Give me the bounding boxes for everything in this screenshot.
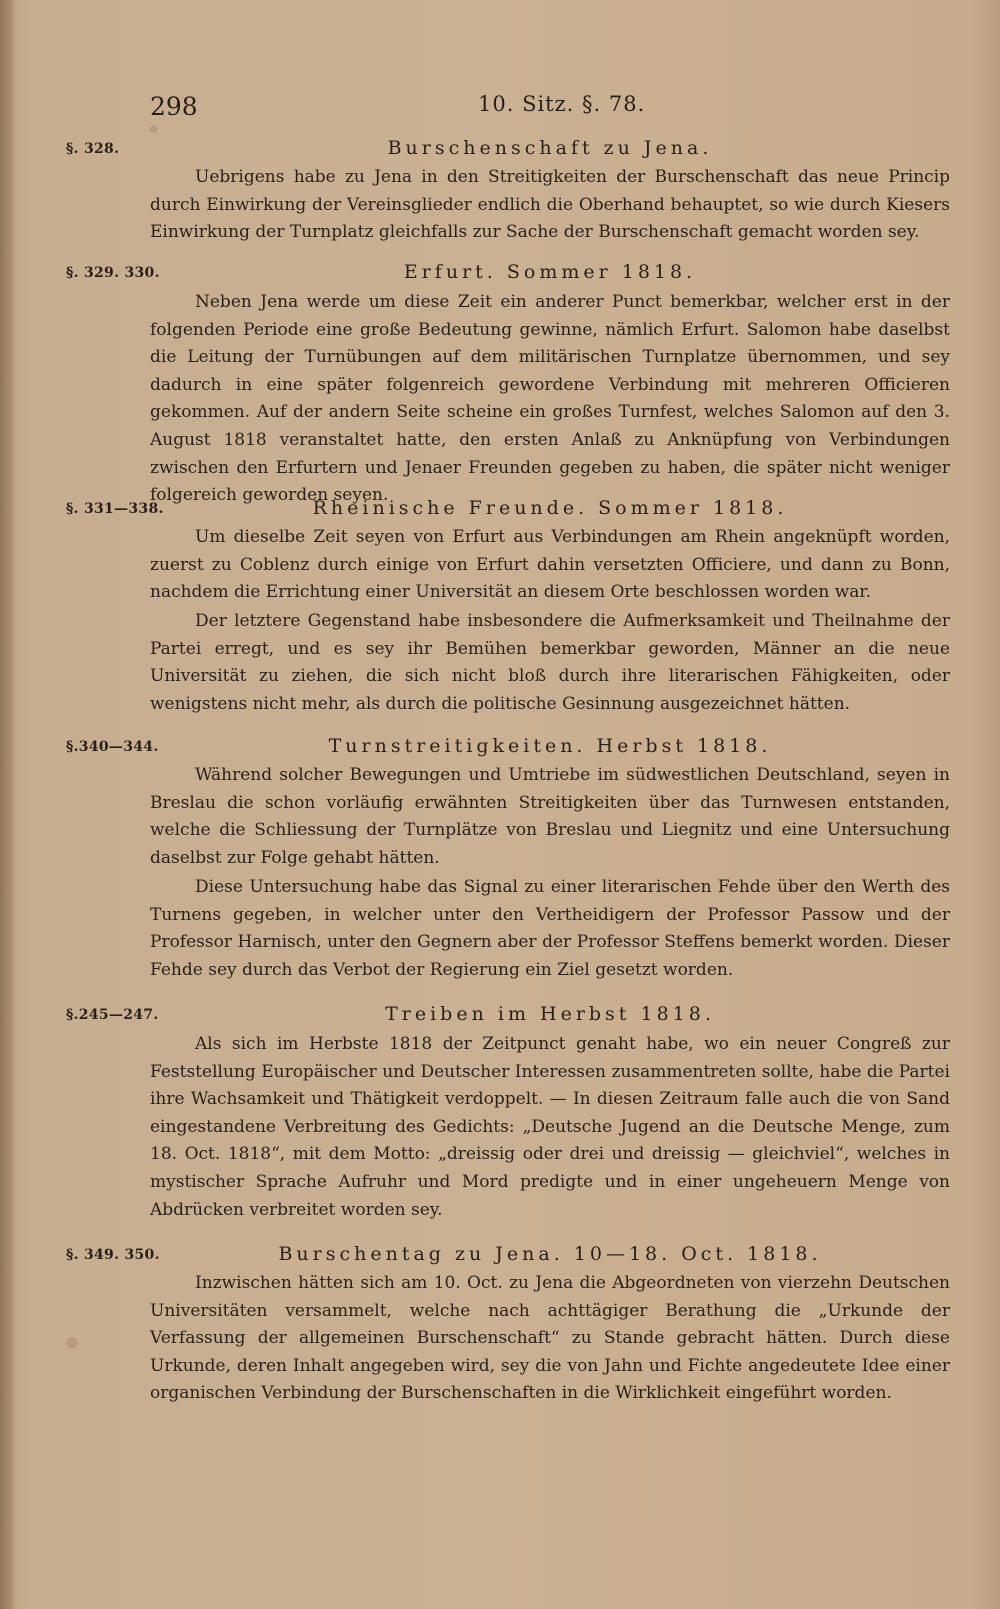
section-title: Turnstreitigkeiten. Herbst 1818.	[328, 735, 772, 757]
paragraph: Um dieselbe Zeit seyen von Erfurt aus Verbindungen am Rhein angeknüpft worden, zuerst zu Coblenz durch einige von Erfurt dahin versetzten Officiere, und dann zu Bonn, nachdem die Errichtung einer Universität an diesem Orte beschlossen worden war.	[150, 527, 950, 603]
section-reference: §.245—247.	[66, 1007, 159, 1023]
section-reference: §. 329. 330.	[66, 265, 160, 281]
page-binding-edge	[0, 0, 14, 1609]
paragraph: Neben Jena werde um diese Zeit ein anderer Punct bemerkbar, welcher erst in der folgenden Periode eine große Bedeutung gewinne, nämlich Erfurt. Salomon habe daselbst die Leitung der Turnübungen auf dem militärischen Turnplatze übernommen, und sey dadurch in eine später folgenreich gewordene Verbindung mit mehreren Officieren gekommen. Auf der andern Seite scheine ein großes Turnfest, welches Salomon auf den 3. August 1818 veranstaltet hatte, den ersten Anlaß zu Anknüpfung von Verbindungen zwischen den Erfurtern und Jenaer Freunden gegeben zu haben, die später nicht weniger folgereich geworden seyen.	[150, 292, 950, 506]
running-head: 10. Sitz. §. 78.	[478, 92, 646, 116]
section-reference: §.340—344.	[66, 739, 159, 755]
paragraph: Inzwischen hätten sich am 10. Oct. zu Jena die Abgeordneten von vierzehn Deutschen Universitäten versammelt, welche nach achttägiger Berathung die „Urkunde der Verfassung der allgemeinen Burschenschaft“ zu Stande gebracht hätten. Durch diese Urkunde, deren Inhalt angegeben wird, sey die von Jahn und Fichte angedeutete Idee einer organischen Verbindung der Burschenschaften in die Wirklichkeit eingeführt worden.	[150, 1273, 950, 1404]
section-title: Burschenschaft zu Jena.	[387, 137, 713, 159]
paragraph: Als sich im Herbste 1818 der Zeitpunct genaht habe, wo ein neuer Congreß zur Feststellung Europäischer und Deutscher Interessen zusammentreten sollte, habe die Partei ihre Wachsamkeit und Thätigkeit verdoppelt. — In diesen Zeitraum falle auch die von Sand eingestandene Verbreitung des Gedichts: „Deutsche Jugend an die Deutsche Menge, zum 18. Oct. 1818“, mit dem Motto: „dreissig oder drei und dreissig — gleichviel“, welches in mystischer Sprache Aufruhr und Mord predigte und in einer ungeheuern Menge von Abdrücken verbreitet worden sey.	[150, 1034, 950, 1220]
section-reference: §. 349. 350.	[66, 1247, 160, 1263]
page-number: 298	[150, 92, 198, 121]
section-reference: §. 331—338.	[66, 501, 164, 517]
section-reference: §. 328.	[66, 141, 120, 157]
section-title: Erfurt. Sommer 1818.	[403, 261, 697, 283]
paragraph: Diese Untersuchung habe das Signal zu einer literarischen Fehde über den Werth des Turnens gegeben, in welcher unter den Vertheidigern der Professor Passow und der Professor Harnisch, unter den Gegnern aber der Professor Steffens bemerkt worden. Dieser Fehde sey durch das Verbot der Regierung ein Ziel gesetzt worden.	[150, 877, 950, 980]
paragraph: Während solcher Bewegungen und Umtriebe im südwestlichen Deutschland, seyen in Breslau die schon vorläufig erwähnten Streitigkeiten über das Turnwesen entstanden, welche die Schliessung der Turnplätze von Breslau und Liegnitz und eine Untersuchung daselbst zur Folge gehabt hätten.	[150, 765, 950, 868]
paper-stain	[150, 125, 158, 133]
paragraph: Der letztere Gegenstand habe insbesondere die Aufmerksamkeit und Theilnahme der Partei erregt, und es sey ihr Bemühen bemerkbar geworden, Männer an die neue Universität zu ziehen, die sich nicht bloß durch ihre literarischen Fähigkeiten, oder wenigstens nicht mehr, als durch die politische Gesinnung ausgezeichnet hätten.	[150, 611, 950, 714]
section-title: Burschentag zu Jena. 10—18. Oct. 1818.	[278, 1243, 822, 1265]
paper-stain	[66, 1337, 78, 1349]
paragraph: Uebrigens habe zu Jena in den Streitigkeiten der Burschenschaft das neue Princip durch Einwirkung der Vereinsglieder endlich die Oberhand behauptet, so wie durch Kiesers Einwirkung der Turnplatz gleichfalls zur Sache der Burschenschaft gemacht worden sey.	[150, 167, 950, 243]
section-title: Rheinische Freunde. Sommer 1818.	[312, 497, 788, 519]
page-header	[150, 92, 950, 126]
section-title: Treiben im Herbst 1818.	[385, 1003, 715, 1025]
